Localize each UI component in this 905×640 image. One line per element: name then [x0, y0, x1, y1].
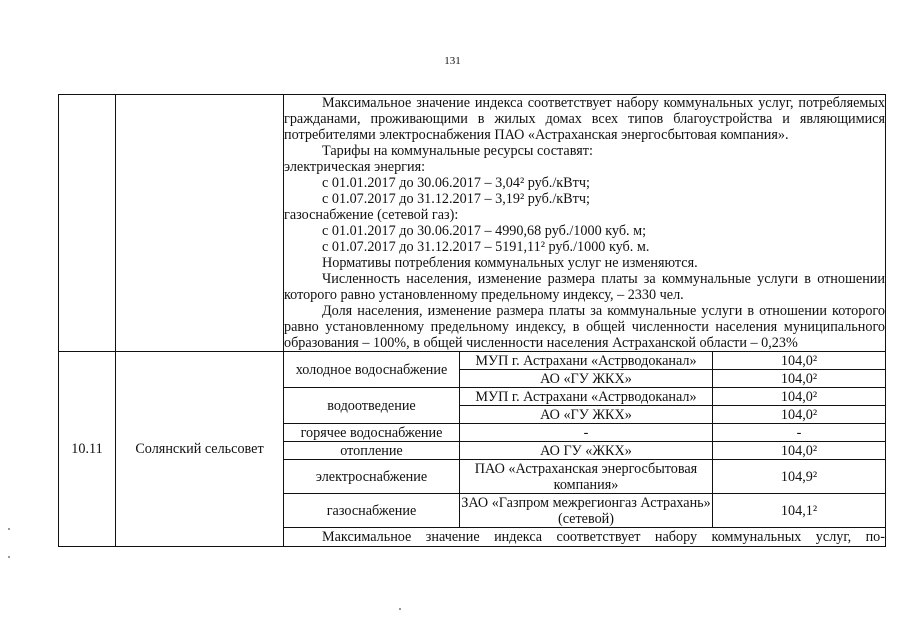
paragraph-population: Численность населения, изменение размера платы за коммунальные услуги в отношении которого равно установленному предельному индексу, – 2330 чел.	[284, 271, 885, 303]
scan-speck	[8, 556, 10, 558]
supplier-name: АО ГУ «ЖКХ»	[460, 442, 713, 460]
continuation-cell	[284, 528, 886, 547]
supplier-name: ПАО «Астраханская энергосбытовая компания»	[460, 460, 713, 494]
electricity-tariff-1: с 01.01.2017 до 30.06.2017 – 3,04² руб./кВтч;	[322, 175, 590, 191]
paragraph-norms: Нормативы потребления коммунальных услуг не изменяются.	[322, 255, 698, 271]
gas-tariff-2: с 01.07.2017 до 31.12.2017 – 5191,11² руб./1000 куб. м.	[322, 239, 650, 255]
index-value: 104,0²	[713, 352, 886, 370]
service-heating: отопление	[284, 442, 460, 460]
index-value: 104,0²	[713, 370, 886, 388]
service-hot-water: горячее водоснабжение	[284, 424, 460, 442]
gas-label: газоснабжение (сетевой газ):	[284, 207, 459, 223]
page-number: 131	[444, 55, 461, 67]
supplier-name: АО «ГУ ЖКХ»	[460, 406, 713, 424]
municipality-name: Солянский сельсовет	[116, 352, 284, 547]
empty-name-cell	[116, 95, 284, 352]
paragraph-max-index: Максимальное значение индекса соответствует набору коммунальных услуг, потребляемых гражданами, проживающими в жилых домах всех типов благоустройства и являющимися потребителями электроснабжения ПАО «Астраханская энергосбытовая компания».	[284, 95, 885, 143]
index-value: 104,1²	[713, 494, 886, 528]
index-value: 104,9²	[713, 460, 886, 494]
service-sewage: водоотведение	[284, 388, 460, 424]
index-value: 104,0²	[713, 442, 886, 460]
scan-speck	[399, 608, 401, 610]
supplier-name: -	[460, 424, 713, 442]
service-electricity: электроснабжение	[284, 460, 460, 494]
description-cell	[284, 95, 886, 352]
electricity-tariff-2: с 01.07.2017 до 31.12.2017 – 3,19² руб./кВтч;	[322, 191, 590, 207]
supplier-name: МУП г. Астрахани «Астрводоканал»	[460, 352, 713, 370]
supplier-name: МУП г. Астрахани «Астрводоканал»	[460, 388, 713, 406]
gas-tariff-1: с 01.01.2017 до 30.06.2017 – 4990,68 руб./1000 куб. м;	[322, 223, 647, 239]
supplier-name: ЗАО «Газпром межрегионгаз Астрахань» (сетевой)	[461, 494, 711, 527]
service-gas: газоснабжение	[284, 494, 460, 528]
index-value: 104,0²	[713, 406, 886, 424]
paragraph-continuation: Максимальное значение индекса соответствует набору коммунальных услуг, по-	[322, 529, 885, 545]
paragraph-population-share: Доля населения, изменение размера платы за коммунальные услуги в отношении которого равно установленному предельному индексу, в общей численности населения муниципального образования – 100%, в общей численности населения Астраханской области – 0,23%	[284, 303, 885, 351]
empty-number-cell	[59, 95, 116, 352]
electricity-label: электрическая энергия:	[284, 159, 426, 175]
index-value: -	[713, 424, 886, 442]
paragraph-tariffs-intro: Тарифы на коммунальные ресурсы составят:	[322, 143, 593, 159]
tariff-table	[58, 94, 886, 547]
scan-speck	[8, 528, 10, 530]
index-value: 104,0²	[713, 388, 886, 406]
table-row-description	[59, 95, 886, 352]
service-cold-water: холодное водоснабжение	[284, 352, 460, 388]
supplier-name: АО «ГУ ЖКХ»	[460, 370, 713, 388]
row-number: 10.11	[59, 352, 116, 547]
table-row	[59, 352, 886, 370]
